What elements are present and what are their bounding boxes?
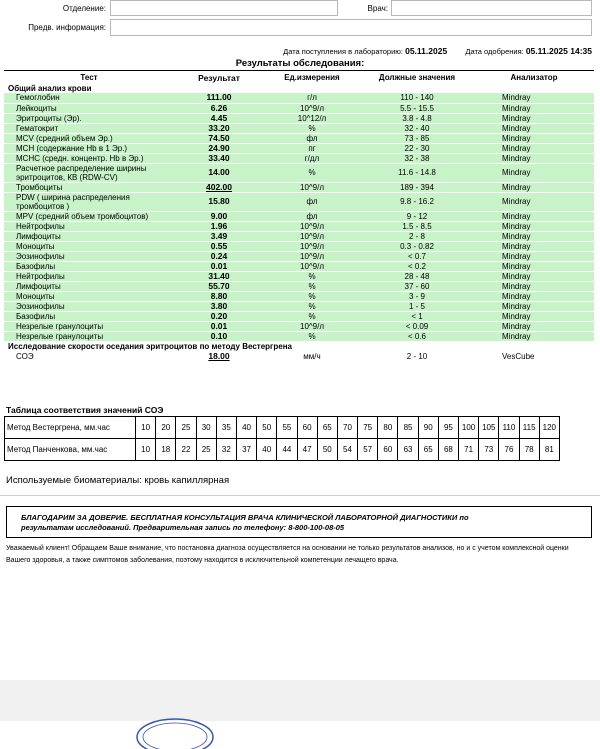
test-name: Нейтрофилы [4,221,174,231]
results-table [4,72,594,362]
header-top-rule [4,70,594,71]
result-row [4,301,594,311]
test-name: Незрелые гранулоциты [4,331,174,341]
col-analyzer: Анализатор [510,73,558,82]
westergren-value: 25 [176,417,196,439]
test-norm: 189 - 394 [360,182,474,192]
test-result: 1.96 [174,221,264,231]
westergren-value: 80 [378,417,398,439]
result-row [4,251,594,261]
test-result: 15.80 [174,192,264,211]
panchenkov-value: 18 [156,439,176,461]
result-row [4,331,594,341]
test-unit: % [264,271,360,281]
test-norm: < 0.2 [360,261,474,271]
test-result: 14.00 [174,163,264,182]
test-name: СОЭ [4,352,174,362]
panchenkov-value: 44 [277,439,297,461]
test-norm: < 0.6 [360,331,474,341]
test-norm: 2 - 8 [360,231,474,241]
test-result: 0.01 [174,261,264,271]
test-norm: < 0.7 [360,251,474,261]
prelim-field[interactable] [110,19,592,36]
test-name: PDW ( ширина распределения тромбоцитов ) [4,192,174,211]
test-analyzer: Mindray [474,182,594,192]
westergren-value: 20 [156,417,176,439]
group-esr-row [4,341,594,352]
panchenkov-value: 63 [398,439,418,461]
result-row [4,271,594,281]
received-date: 05.11.2025 [405,46,448,56]
divider [0,495,600,496]
westergren-value: 95 [438,417,458,439]
result-row [4,352,594,362]
test-norm: 1 - 5 [360,301,474,311]
test-unit: 10^9/л [264,231,360,241]
test-analyzer: Mindray [474,321,594,331]
test-analyzer: Mindray [474,211,594,221]
test-unit: % [264,311,360,321]
westergren-value: 10 [136,417,156,439]
group-esr-title: Исследование скорости оседания эритроцитов по методу Вестергрена [4,341,594,352]
prelim-label: Предв. информация: [28,23,106,32]
test-name: Эозинофилы [4,301,174,311]
test-norm: 28 - 48 [360,271,474,281]
panchenkov-value: 57 [358,439,378,461]
test-norm: 2 - 10 [360,352,474,362]
result-row [4,143,594,153]
result-row [4,231,594,241]
westergren-label: Метод Вестергрена, мм.час [5,417,136,439]
test-analyzer: Mindray [474,281,594,291]
westergren-value: 35 [216,417,236,439]
thanks-line-2: результатам исследований. Предварительная запись по телефону: 8-800-100-08-05 [21,523,345,532]
test-analyzer: Mindray [474,261,594,271]
test-name: Базофилы [4,311,174,321]
test-unit: % [264,301,360,311]
results-title: Результаты обследования: [235,58,365,69]
panchenkov-value: 10 [136,439,156,461]
result-row [4,241,594,251]
test-unit: 10^9/л [264,182,360,192]
test-analyzer: Mindray [474,93,594,103]
test-name: MCV (средний объем Эр.) [4,133,174,143]
test-result: 402.00 [174,182,264,192]
test-analyzer: Mindray [474,221,594,231]
test-result: 18.00 [174,352,264,362]
westergren-value: 105 [479,417,499,439]
test-unit: фл [264,133,360,143]
test-analyzer: Mindray [474,301,594,311]
biomaterials-text: Используемые биоматериалы: кровь капиллярная [6,475,230,486]
test-unit: 10^12/л [264,113,360,123]
result-row [4,93,594,103]
panchenkov-value: 60 [378,439,398,461]
page-footer-band [0,680,600,721]
test-unit: мм/ч [264,352,360,362]
lab-dates [283,46,592,56]
test-norm: 9.8 - 16.2 [360,192,474,211]
doctor-field[interactable] [391,0,592,16]
test-analyzer: Mindray [474,143,594,153]
test-result: 31.40 [174,271,264,281]
result-row [4,281,594,291]
test-name: MPV (средний объем тромбоцитов) [4,211,174,221]
group-cbc-title: Общий анализ крови [4,83,594,93]
test-analyzer: Mindray [474,231,594,241]
test-name: Моноциты [4,291,174,301]
col-result: Результат [198,72,240,83]
test-analyzer: Mindray [474,311,594,321]
westergren-value: 75 [358,417,378,439]
thanks-line-1: БЛАГОДАРИМ ЗА ДОВЕРИЕ. БЕСПЛАТНАЯ КОНСУЛЬТАЦИЯ ВРАЧА КЛИНИЧЕСКОЙ ЛАБОРАТОРНОЙ ДИАГНОСТИКИ по [21,513,469,522]
result-row [4,153,594,163]
result-row [4,113,594,123]
test-name: Лимфоциты [4,281,174,291]
prelim-row [0,19,600,37]
westergren-value: 40 [236,417,256,439]
test-norm: 9 - 12 [360,211,474,221]
test-name: MCH (содержание Hb в 1 Эр.) [4,143,174,153]
test-norm: 1.5 - 8.5 [360,221,474,231]
col-test: Тест [80,73,98,82]
results-header-row [4,72,594,83]
test-name: Лимфоциты [4,231,174,241]
test-norm: 32 - 40 [360,123,474,133]
test-name: Расчетное распределение ширины эритроцитов, КВ (RDW-CV) [4,163,174,182]
test-unit: 10^9/л [264,251,360,261]
result-row [4,133,594,143]
panchenkov-value: 78 [519,439,539,461]
result-row [4,311,594,321]
test-unit: фл [264,192,360,211]
test-norm: 0.3 - 0.82 [360,241,474,251]
westergren-value: 55 [277,417,297,439]
test-unit: % [264,123,360,133]
panchenkov-value: 25 [196,439,216,461]
result-row [4,221,594,231]
approved-label: Дата одобрения: [465,47,524,56]
received-label: Дата поступления в лабораторию: [283,47,403,56]
test-unit: 10^9/л [264,103,360,113]
test-result: 0.55 [174,241,264,251]
test-norm: 32 - 38 [360,153,474,163]
test-name: Гемоглобин [4,93,174,103]
panchenkov-label: Метод Панченкова, мм.час [5,439,136,461]
test-unit: 10^9/л [264,261,360,271]
esr-correspondence-title: Таблица соответствия значений СОЭ [6,405,164,415]
test-unit: г/л [264,93,360,103]
westergren-value: 100 [459,417,479,439]
panchenkov-value: 73 [479,439,499,461]
test-result: 8.80 [174,291,264,301]
department-label: Отделение: [62,4,106,13]
westergren-value: 85 [398,417,418,439]
test-result: 3.80 [174,301,264,311]
test-analyzer: Mindray [474,331,594,341]
test-name: Базофилы [4,261,174,271]
test-result: 9.00 [174,211,264,221]
test-unit: % [264,281,360,291]
test-norm: < 1 [360,311,474,321]
test-unit: % [264,331,360,341]
test-norm: 37 - 60 [360,281,474,291]
result-row [4,103,594,113]
lab-stamp-icon [130,709,220,749]
department-field[interactable] [110,0,338,16]
panchenkov-value: 32 [216,439,236,461]
panchenkov-value: 71 [459,439,479,461]
panchenkov-value: 68 [438,439,458,461]
test-norm: 22 - 30 [360,143,474,153]
panchenkov-value: 40 [257,439,277,461]
test-result: 0.24 [174,251,264,261]
westergren-value: 70 [337,417,357,439]
westergren-value: 120 [539,417,559,439]
client-notice: Уважаемый клиент! Обращаем Ваше внимание, что постановка диагноза осуществляется на основании не только результатов анализов, но и с учетом комплексной оценки Вашего здоровья, а также симптомов заболевания, поэтому находится в исключительной компетенции лечащего врача. [6,545,569,564]
esr-correspondence-table [4,416,560,461]
test-unit: % [264,291,360,301]
test-result: 6.26 [174,103,264,113]
department-row [0,0,600,18]
panchenkov-value: 47 [297,439,317,461]
col-unit: Ед.измерения [284,73,340,82]
group-cbc-row [4,83,594,93]
test-name: Эритроциты (Эр). [4,113,174,123]
test-unit: пг [264,143,360,153]
result-row [4,163,594,182]
test-result: 74.50 [174,133,264,143]
test-name: Тромбоциты [4,182,174,192]
test-name: Эозинофилы [4,251,174,261]
doctor-label: Врач: [367,4,388,13]
result-row [4,123,594,133]
test-norm: 110 - 140 [360,93,474,103]
panchenkov-value: 65 [418,439,438,461]
westergren-value: 60 [297,417,317,439]
approved-date: 05.11.2025 14:35 [525,46,592,56]
test-analyzer: Mindray [474,251,594,261]
test-name: Моноциты [4,241,174,251]
test-analyzer: Mindray [474,123,594,133]
westergren-value: 65 [317,417,337,439]
result-row [4,192,594,211]
col-norm: Должные значения [378,73,456,82]
test-norm: 11.6 - 14.8 [360,163,474,182]
test-name: Нейтрофилы [4,271,174,281]
test-result: 0.10 [174,331,264,341]
test-analyzer: Mindray [474,271,594,281]
test-unit: фл [264,211,360,221]
test-result: 33.20 [174,123,264,133]
test-analyzer: Mindray [474,241,594,251]
test-norm: 3 - 9 [360,291,474,301]
westergren-value: 90 [418,417,438,439]
test-unit: 10^9/л [264,241,360,251]
result-row [4,211,594,221]
test-analyzer: VesCube [474,352,594,362]
westergren-value: 30 [196,417,216,439]
result-row [4,321,594,331]
test-result: 0.01 [174,321,264,331]
test-name: Гематокрит [4,123,174,133]
westergren-value: 110 [499,417,519,439]
panchenkov-row [5,439,560,461]
panchenkov-value: 81 [539,439,559,461]
test-norm: 3.8 - 4.8 [360,113,474,123]
test-norm: < 0.09 [360,321,474,331]
test-result: 24.90 [174,143,264,153]
test-unit: 10^9/л [264,321,360,331]
panchenkov-value: 76 [499,439,519,461]
test-analyzer: Mindray [474,291,594,301]
test-result: 0.20 [174,311,264,321]
westergren-value: 115 [519,417,539,439]
thanks-box [6,506,592,538]
test-analyzer: Mindray [474,163,594,182]
test-norm: 73 - 85 [360,133,474,143]
test-analyzer: Mindray [474,103,594,113]
test-analyzer: Mindray [474,192,594,211]
test-unit: % [264,163,360,182]
panchenkov-value: 22 [176,439,196,461]
test-name: Незрелые гранулоциты [4,321,174,331]
test-result: 4.45 [174,113,264,123]
test-name: Лейкоциты [4,103,174,113]
panchenkov-value: 50 [317,439,337,461]
result-row [4,261,594,271]
test-analyzer: Mindray [474,153,594,163]
result-row [4,291,594,301]
test-analyzer: Mindray [474,133,594,143]
westergren-value: 50 [257,417,277,439]
test-name: MCHC (средн. концентр. Hb в Эр.) [4,153,174,163]
test-unit: 10^9/л [264,221,360,231]
test-result: 111.00 [174,93,264,103]
westergren-row [5,417,560,439]
test-result: 33.40 [174,153,264,163]
test-result: 55.70 [174,281,264,291]
result-row [4,182,594,192]
panchenkov-value: 37 [236,439,256,461]
panchenkov-value: 54 [337,439,357,461]
test-unit: г/дл [264,153,360,163]
test-result: 3.49 [174,231,264,241]
test-norm: 5.5 - 15.5 [360,103,474,113]
test-analyzer: Mindray [474,113,594,123]
